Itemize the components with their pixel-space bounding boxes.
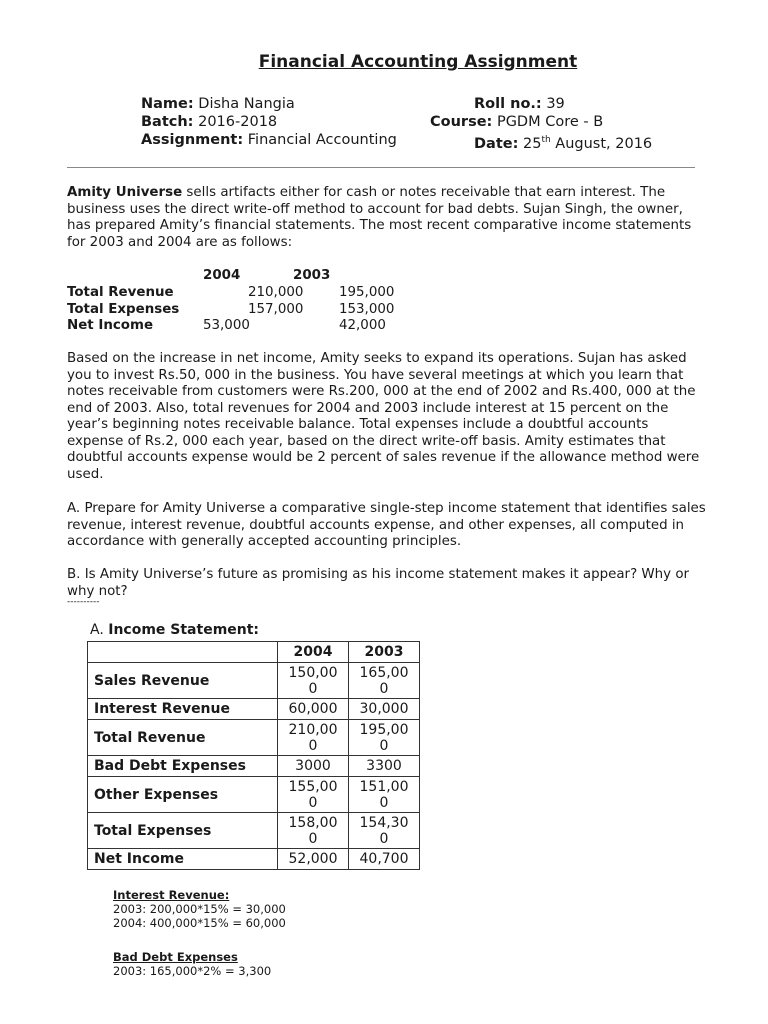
assignment-value: Financial Accounting: [247, 132, 397, 148]
cell-line: 151,00: [359, 778, 409, 795]
cell-2003: [349, 777, 420, 813]
separator: ----------: [67, 597, 100, 607]
batch-field: [141, 113, 277, 131]
answer-heading: [90, 622, 259, 638]
mini-row-label: Total Expenses: [67, 301, 180, 317]
mini-row-label: Net Income: [67, 318, 154, 334]
cell-line: 0: [379, 737, 389, 754]
cell-2004: [278, 720, 349, 756]
cell-line: 0: [379, 830, 389, 847]
table-row: [88, 720, 420, 756]
batch-value: 2016-2018: [198, 114, 278, 130]
cell-2004: 3000: [278, 756, 349, 777]
income-statement-table: [87, 641, 420, 870]
cell-line: 0: [379, 794, 389, 811]
course-field: [430, 113, 603, 131]
date-day: 25: [523, 135, 542, 152]
cell-2003: [349, 720, 420, 756]
cell-2004: 52,000: [278, 849, 349, 870]
cell-2003: 30,000: [349, 699, 420, 720]
assignment-field: [141, 131, 397, 149]
cell-line: 155,00: [288, 778, 338, 795]
date-label: Date:: [474, 135, 519, 152]
document-title: Financial Accounting Assignment: [258, 52, 578, 72]
mini-row-label: Total Revenue: [67, 284, 174, 300]
table-row: [88, 849, 420, 870]
intro-paragraph: [67, 185, 707, 251]
cell-2003: 40,700: [349, 849, 420, 870]
mini-value-2003: 42,000: [339, 318, 386, 334]
cell-line: 195,00: [359, 721, 409, 738]
row-label: Total Expenses: [88, 813, 278, 849]
bad-debt-notes: [113, 950, 271, 978]
interest-notes-heading: Interest Revenue:: [113, 888, 230, 902]
mini-value-2004: 53,000: [203, 318, 250, 334]
cell-2004: [278, 813, 349, 849]
row-label: Interest Revenue: [88, 699, 278, 720]
name-value: Disha Nangia: [198, 96, 295, 112]
cell-2004: 60,000: [278, 699, 349, 720]
cell-2004: [278, 663, 349, 699]
cell-line: 0: [308, 830, 318, 847]
row-label: Total Revenue: [88, 720, 278, 756]
cell-line: 0: [308, 737, 318, 754]
cell-line: 0: [308, 680, 318, 697]
table-row: [88, 777, 420, 813]
date-rest: August, 2016: [555, 135, 653, 152]
row-label: Net Income: [88, 849, 278, 870]
question-a: A. Prepare for Amity Universe a comparative single-step income statement that identifies sales revenue, interest revenue, doubtful accounts expense, and other expenses, all computed in accordance with generally accepted accounting principles.: [67, 501, 706, 549]
table-row: [88, 756, 420, 777]
name-label: Name:: [141, 96, 194, 112]
cell-line: 158,00: [288, 814, 338, 831]
mini-value-2004: 157,000: [248, 301, 304, 317]
answer-prefix: A.: [90, 622, 104, 638]
row-label: Bad Debt Expenses: [88, 756, 278, 777]
mini-col-2004: 2004: [203, 268, 241, 283]
cell-line: 210,00: [288, 721, 338, 738]
interest-note-line: 2003: 200,000*15% = 30,000: [113, 902, 286, 916]
roll-label: Roll no.:: [474, 96, 542, 112]
table-row: [88, 813, 420, 849]
answer-heading-text: Income Statement:: [108, 622, 260, 638]
header-divider: [67, 167, 695, 168]
header-blank-cell: [88, 642, 278, 663]
interest-notes: [113, 888, 286, 930]
date-suffix: th: [541, 135, 551, 145]
row-label: Sales Revenue: [88, 663, 278, 699]
table-header-row: [88, 642, 420, 663]
cell-line: 165,00: [359, 664, 409, 681]
bad-debt-note-line: 2003: 165,000*2% = 3,300: [113, 964, 272, 978]
course-label: Course:: [430, 114, 493, 130]
cell-line: 150,00: [288, 664, 338, 681]
name-field: [141, 95, 295, 113]
table-row: [88, 699, 420, 720]
table-row: [88, 663, 420, 699]
bad-debt-notes-heading: Bad Debt Expenses: [113, 950, 238, 964]
roll-value: 39: [546, 96, 565, 112]
cell-line: 154,30: [359, 814, 409, 831]
row-label: Other Expenses: [88, 777, 278, 813]
cell-line: 0: [308, 794, 318, 811]
intro-text: sells artifacts either for cash or notes receivable that earn interest. The business uses the direct write-off method to account for bad debts. Sujan Singh, the owner, has prepared Amity’s financial statements. The most recent comparative income statements for 2003 and 2004 are as follows:: [67, 185, 692, 250]
cell-2004: [278, 777, 349, 813]
interest-note-line: 2004: 400,000*15% = 60,000: [113, 916, 286, 930]
roll-field: [474, 95, 565, 113]
cell-line: 0: [379, 680, 389, 697]
header-2003: 2003: [349, 642, 420, 663]
mini-col-2003: 2003: [293, 268, 331, 283]
assignment-label: Assignment:: [141, 132, 244, 148]
question-b: B. Is Amity Universe’s future as promising as his income statement makes it appear? Why or why not?: [67, 567, 690, 599]
scenario-paragraph: Based on the increase in net income, Amity seeks to expand its operations. Sujan has asked you to invest Rs.50, 000 in the business. You have several meetings at which you learn that notes receivable from customers were Rs.200, 000 at the end of 2002 and Rs.400, 000 at the end of 2003. Also, total revenues for 2004 and 2003 include interest at 15 percent on the year’s beginning notes receivable balance. Total expenses include a doubtful accounts expense of Rs.2, 000 each year, based on the direct write-off basis. Amity estimates that doubtful accounts expense would be 2 percent of sales revenue if the allowance method were used.: [67, 351, 700, 482]
header-2004: 2004: [278, 642, 349, 663]
cell-2003: [349, 813, 420, 849]
cell-2003: 3300: [349, 756, 420, 777]
company-name: Amity Universe: [67, 185, 183, 200]
mini-value-2004: 210,000: [248, 284, 304, 300]
mini-value-2003: 195,000: [339, 284, 395, 300]
cell-2003: [349, 663, 420, 699]
date-field: [474, 131, 652, 153]
batch-label: Batch:: [141, 114, 194, 130]
mini-value-2003: 153,000: [339, 301, 395, 317]
course-value: PGDM Core - B: [496, 114, 604, 130]
